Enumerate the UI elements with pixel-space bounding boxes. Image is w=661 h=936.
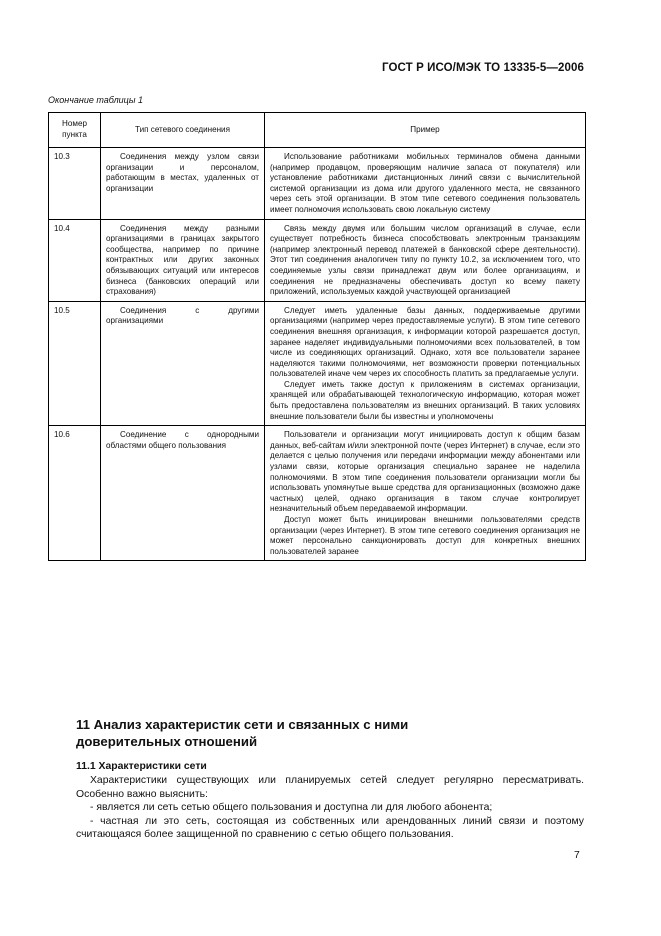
row-number: 10.3 xyxy=(49,148,101,220)
row-number: 10.4 xyxy=(49,219,101,301)
row-example xyxy=(265,148,586,220)
table-row xyxy=(49,148,586,220)
example-paragraph: Следует иметь также доступ к приложениям в системах организации, хранящей или обрабатывающей технологическую информацию, которая может быть предоставлена пользователям из внешних организаций. В таких условиях внешние пользователи были бы известны и уполномочены xyxy=(270,379,580,421)
row-example xyxy=(265,301,586,426)
subsection-title: 11.1 Характеристики сети xyxy=(76,761,207,772)
example-paragraph: Использование работниками мобильных терминалов обмена данными (например продавцом, проверяющим наличие запаса от покупателя) или установление работниками дистанционных линий связи с вычислительной системой организации из дома или другого удаленного места, не связанного через сеть этой организации. В этом типе сетевого соединения пользователь имеет полномочия использовать свою локальную систему xyxy=(270,152,580,214)
document-header: ГОСТ Р ИСО/МЭК ТО 13335-5—2006 xyxy=(382,62,584,74)
row-number: 10.5 xyxy=(49,301,101,426)
column-header-example: Пример xyxy=(265,113,586,148)
column-header-type: Тип сетевого соединения xyxy=(101,113,265,148)
example-paragraph: Пользователи и организации могут инициировать доступ к общим базам данных, веб-сайтам и/или электронной почте (через Интернет) в случае, если это делается с целью получения или передачи информации между абонентами или узлами связи, которые организация специально заранее не наделила полномочиями. В этом типе соединения пользователи организации могли бы использовать упомянутые выше средства для организационных (возможно даже частных) целей, однако организация в таком случае контролирует незначительный объем передаваемой информации. xyxy=(270,430,580,514)
row-connection-type: Соединения между разными организациями в границах закрытого сообщества, например по причине контрактных или других законных обязывающих ситуаций или интересов бизнеса (банковских операций или страхования) xyxy=(101,219,265,301)
section-title-line1: 11 Анализ характеристик сети и связанных с ними xyxy=(76,717,409,732)
row-example xyxy=(265,219,586,301)
example-paragraph: Доступ может быть инициирован внешними пользователями средств организации (через Интернет). В этом типе сетевого соединения организация не может персонально санкционировать доступ для конкретных внешних пользователей заранее xyxy=(270,515,580,556)
table-row xyxy=(49,301,586,426)
table-caption: Окончание таблицы 1 xyxy=(48,95,143,105)
list-item: - частная ли это сеть, состоящая из собственных или арендованных линий связи и поэтому считающаяся более защищенной по сравнению с сетью общего пользования. xyxy=(76,815,584,841)
list-item: - является ли сеть сетью общего пользования и доступна ли для любого абонента; xyxy=(90,802,493,814)
column-header-num: Номер пункта xyxy=(49,113,101,148)
section-body xyxy=(76,774,584,842)
section-title-line2: доверительных отношений xyxy=(76,734,258,749)
example-paragraph: Следует иметь удаленные базы данных, поддерживаемые другими организациями (например через предоставляемые услуги). В этом типе сетевого соединения внешняя организация, к информации которой разрешается доступ, заранее наделяет индивидуальными полномочиями всех пользователей, в том числе из соединяющих организаций. Однако, хотя все пользователи заранее наделяются такими полномочиями, нет возможности проверки потенциальных пользователей иначе чем через их способность платить за предлагаемые услуги. xyxy=(270,305,580,379)
row-connection-type: Соединения с другими организациями xyxy=(101,301,265,426)
section-title xyxy=(76,716,408,750)
page-number: 7 xyxy=(574,850,580,861)
row-number: 10.6 xyxy=(49,426,101,561)
body-paragraph: Характеристики существующих или планируемых сетей следует регулярно пересматривать. Особенно важно выяснить: xyxy=(76,775,584,800)
row-connection-type: Соединение с однородными областями общего пользования xyxy=(101,426,265,561)
row-example xyxy=(265,426,586,561)
example-paragraph: Связь между двумя или большим числом организаций в случае, если существует потребность бизнеса способствовать электронным транзакциям (например электронный перевод платежей в банковской сфере деятельности). Этот тип соединения аналогичен типу по пункту 10.2, за исключением того, что соединяемые узлы связи принадлежат двум или более организациям, и соединения не предназначены обеспечивать доступ ко всему пакету приложений, используемых каждой участвующей организацией xyxy=(270,223,580,297)
table-row xyxy=(49,426,586,561)
table-row xyxy=(49,219,586,301)
row-connection-type: Соединения между узлом связи организации и персоналом, работающим в местах, удаленных от организации xyxy=(101,148,265,220)
table-header-row xyxy=(49,113,586,148)
network-connections-table xyxy=(48,112,586,561)
